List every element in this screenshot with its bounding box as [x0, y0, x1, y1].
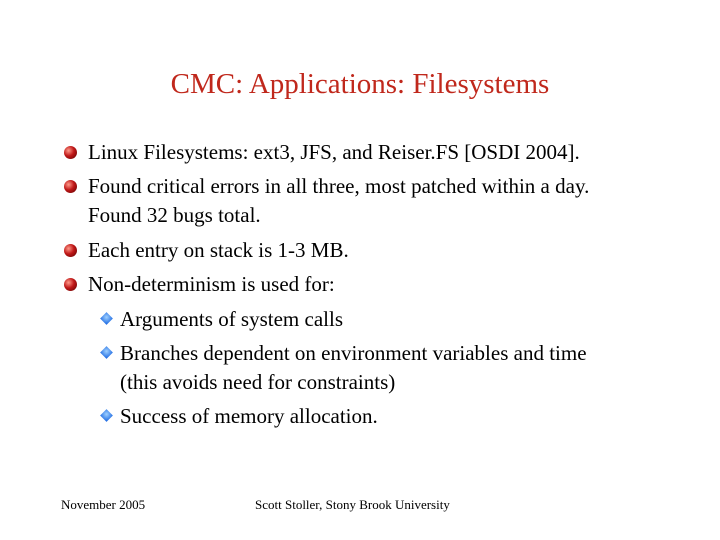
slide-title: CMC: Applications: Filesystems	[170, 68, 550, 100]
red-ball-bullet-icon	[64, 278, 77, 291]
bullet-text: Non-determinism is used for:	[88, 272, 335, 296]
red-ball-bullet-icon	[64, 244, 77, 257]
sub-bullet-text: Arguments of system calls	[120, 307, 344, 331]
bullet-text: Linux Filesystems: ext3, JFS, and Reiser.FS [OSDI 2004].	[88, 140, 580, 164]
red-ball-bullet-icon	[64, 146, 77, 159]
footer-date: November 2005	[61, 497, 146, 512]
sub-bullet-text: Branches dependent on environment variables and time	[120, 341, 587, 365]
sub-bullet-text-continued: (this avoids need for constraints)	[120, 370, 396, 394]
blue-diamond-bullet-icon	[100, 409, 113, 422]
bullet-text: Each entry on stack is 1-3 MB.	[88, 238, 349, 262]
blue-diamond-bullet-icon	[100, 312, 113, 325]
blue-diamond-bullet-icon	[100, 346, 113, 359]
footer-author: Scott Stoller, Stony Brook University	[255, 497, 450, 512]
bullet-text-continued: Found 32 bugs total.	[88, 203, 261, 227]
bullet-text: Found critical errors in all three, most patched within a day.	[88, 174, 590, 198]
red-ball-bullet-icon	[64, 180, 77, 193]
sub-bullet-text: Success of memory allocation.	[120, 404, 378, 428]
